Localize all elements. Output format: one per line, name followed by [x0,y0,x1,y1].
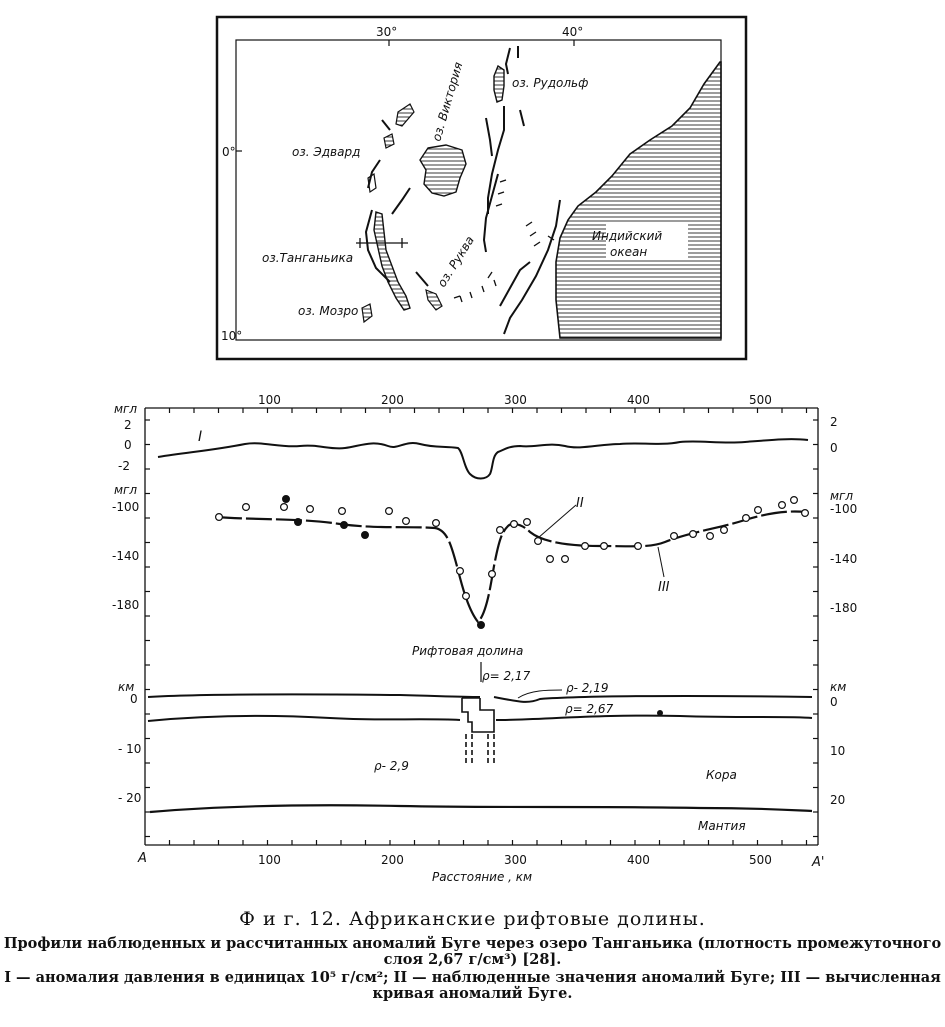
label-mweru: оз. Мозро [298,304,359,318]
observed-point [463,593,470,600]
observed-point [547,556,554,563]
mantle-label: Мантия [698,819,746,833]
observed-point [478,622,485,629]
observed-point [433,520,440,527]
lon-label-40: 40° [562,25,584,39]
left-unit-mgl-1: мгл [114,402,138,416]
rho-2-67: ρ= 2,67 [565,702,614,716]
top-tick-400: 400 [627,393,650,407]
lake-mweru [362,304,372,322]
ocean-label-1: Индийский [592,229,663,243]
left-depth-10: - 10 [118,742,142,756]
observed-point [511,521,518,528]
lake-albert [396,104,414,126]
ocean-label-2: океан [610,245,648,259]
left-depth-0: 0 [130,692,138,706]
left-depth-20: - 20 [118,791,142,805]
curve-I-label: I [198,429,203,445]
right-depth-20: 20 [830,793,846,807]
observed-point [283,496,290,503]
curve-I-pressure-anomaly [158,439,808,478]
observed-point [295,519,302,526]
observed-point [403,518,410,525]
observed-point [743,515,750,522]
end-letter: A' [812,855,825,870]
lat-label-0: 0° [222,145,236,159]
label-victoria: оз. Виктория [429,60,466,143]
observed-point [535,538,542,545]
top-tick-100: 100 [258,393,281,407]
lon-label-30: 30° [376,25,398,39]
right-depth-0: 0 [830,695,838,709]
start-letter: A [138,851,147,866]
observed-point [489,571,496,578]
observed-point [362,532,369,539]
profile [112,393,857,884]
top-tick-500: 500 [749,393,772,407]
indian-ocean [556,62,721,338]
label-edward: оз. Эдвард [292,145,361,159]
observed-point [386,508,393,515]
observed-point [721,527,728,534]
observed-point [307,506,314,513]
observed-point [524,519,531,526]
top-tick-300: 300 [504,393,527,407]
lake-tanganyika [374,212,410,310]
right-pressure-0: 0 [830,441,838,455]
right-bouguer-100: -100 [830,502,858,516]
top-tick-200: 200 [381,393,404,407]
bottom-tick-400: 400 [627,853,650,867]
observed-point [690,531,697,538]
left-unit-km: км [118,680,135,694]
right-bouguer-140: -140 [830,552,858,566]
moho-line [150,805,812,812]
observed-point [497,527,504,534]
map [217,17,746,359]
lake-edward [384,134,394,148]
left-bouguer-100: -100 [112,500,140,514]
figure-caption-legend: I — аномалия давления в единицах 10⁵ г/см²; II — наблюденные значения аномалий Буге; III — вычисленная кривая аномалий Буге. [4,969,941,1002]
observed-point [562,556,569,563]
point-marker [657,710,663,716]
observed-point [802,510,809,517]
curve-III-label: III [658,580,670,595]
lat-label-10: 10° [221,329,243,343]
rho-2-9: ρ- 2,9 [374,759,409,773]
left-pressure-0: 0 [124,438,132,452]
right-depth-10: 10 [830,744,846,758]
observed-point [582,543,589,550]
left-pressure-2: 2 [124,418,132,432]
bottom-tick-100: 100 [258,853,281,867]
left-bouguer-180: -180 [112,598,140,612]
observed-point [779,502,786,509]
rho-2-17: ρ= 2,17 [482,669,531,683]
observed-point [635,543,642,550]
layer-boundary-2-67 [148,716,812,721]
observed-point [457,568,464,575]
right-bouguer-180: -180 [830,601,858,615]
observed-point [341,522,348,529]
label-rukwa: оз. Руква [434,233,477,290]
bottom-tick-200: 200 [381,853,404,867]
bottom-tick-300: 300 [504,853,527,867]
curve-II-observed-points [216,496,809,629]
observed-point [707,533,714,540]
right-unit-mgl: мгл [830,489,854,503]
observed-point [281,504,288,511]
bottom-axis-label: Расстояние , км [432,870,533,884]
rift-valley-label: Рифтовая долина [412,644,524,658]
observed-point [755,507,762,514]
lake-rudolf [494,66,504,102]
observed-point [791,497,798,504]
label-tanganyika: оз.Танганьика [262,251,354,265]
figure-caption-subtitle: Профили наблюденных и рассчитанных аномалий Буге через озеро Танганьика (плотность промежуточного слоя 2,67 г/см³) [28]. [3,935,942,968]
curve-II-label: II [576,496,584,511]
left-bouguer-140: -140 [112,549,140,563]
lake-victoria [420,145,466,196]
right-pressure-2: 2 [830,415,838,429]
observed-point [601,543,608,550]
left-pressure-m2: -2 [118,459,130,473]
left-unit-mgl-2: мгл [114,483,138,497]
crust-label: Кора [706,768,737,782]
rho-2-19: ρ- 2,19 [566,681,609,695]
right-unit-km: км [830,680,847,694]
lake-rukwa [426,290,442,310]
figure-caption-title: Ф и г. 12. Африканские рифтовые долины. [239,908,706,930]
curve-III-computed-bouguer [216,511,806,622]
observed-point [216,514,223,521]
bottom-tick-500: 500 [749,853,772,867]
label-rudolf: оз. Рудольф [512,76,589,90]
observed-point [339,508,346,515]
rift-block [462,698,494,764]
observed-point [671,533,678,540]
observed-point [243,504,250,511]
